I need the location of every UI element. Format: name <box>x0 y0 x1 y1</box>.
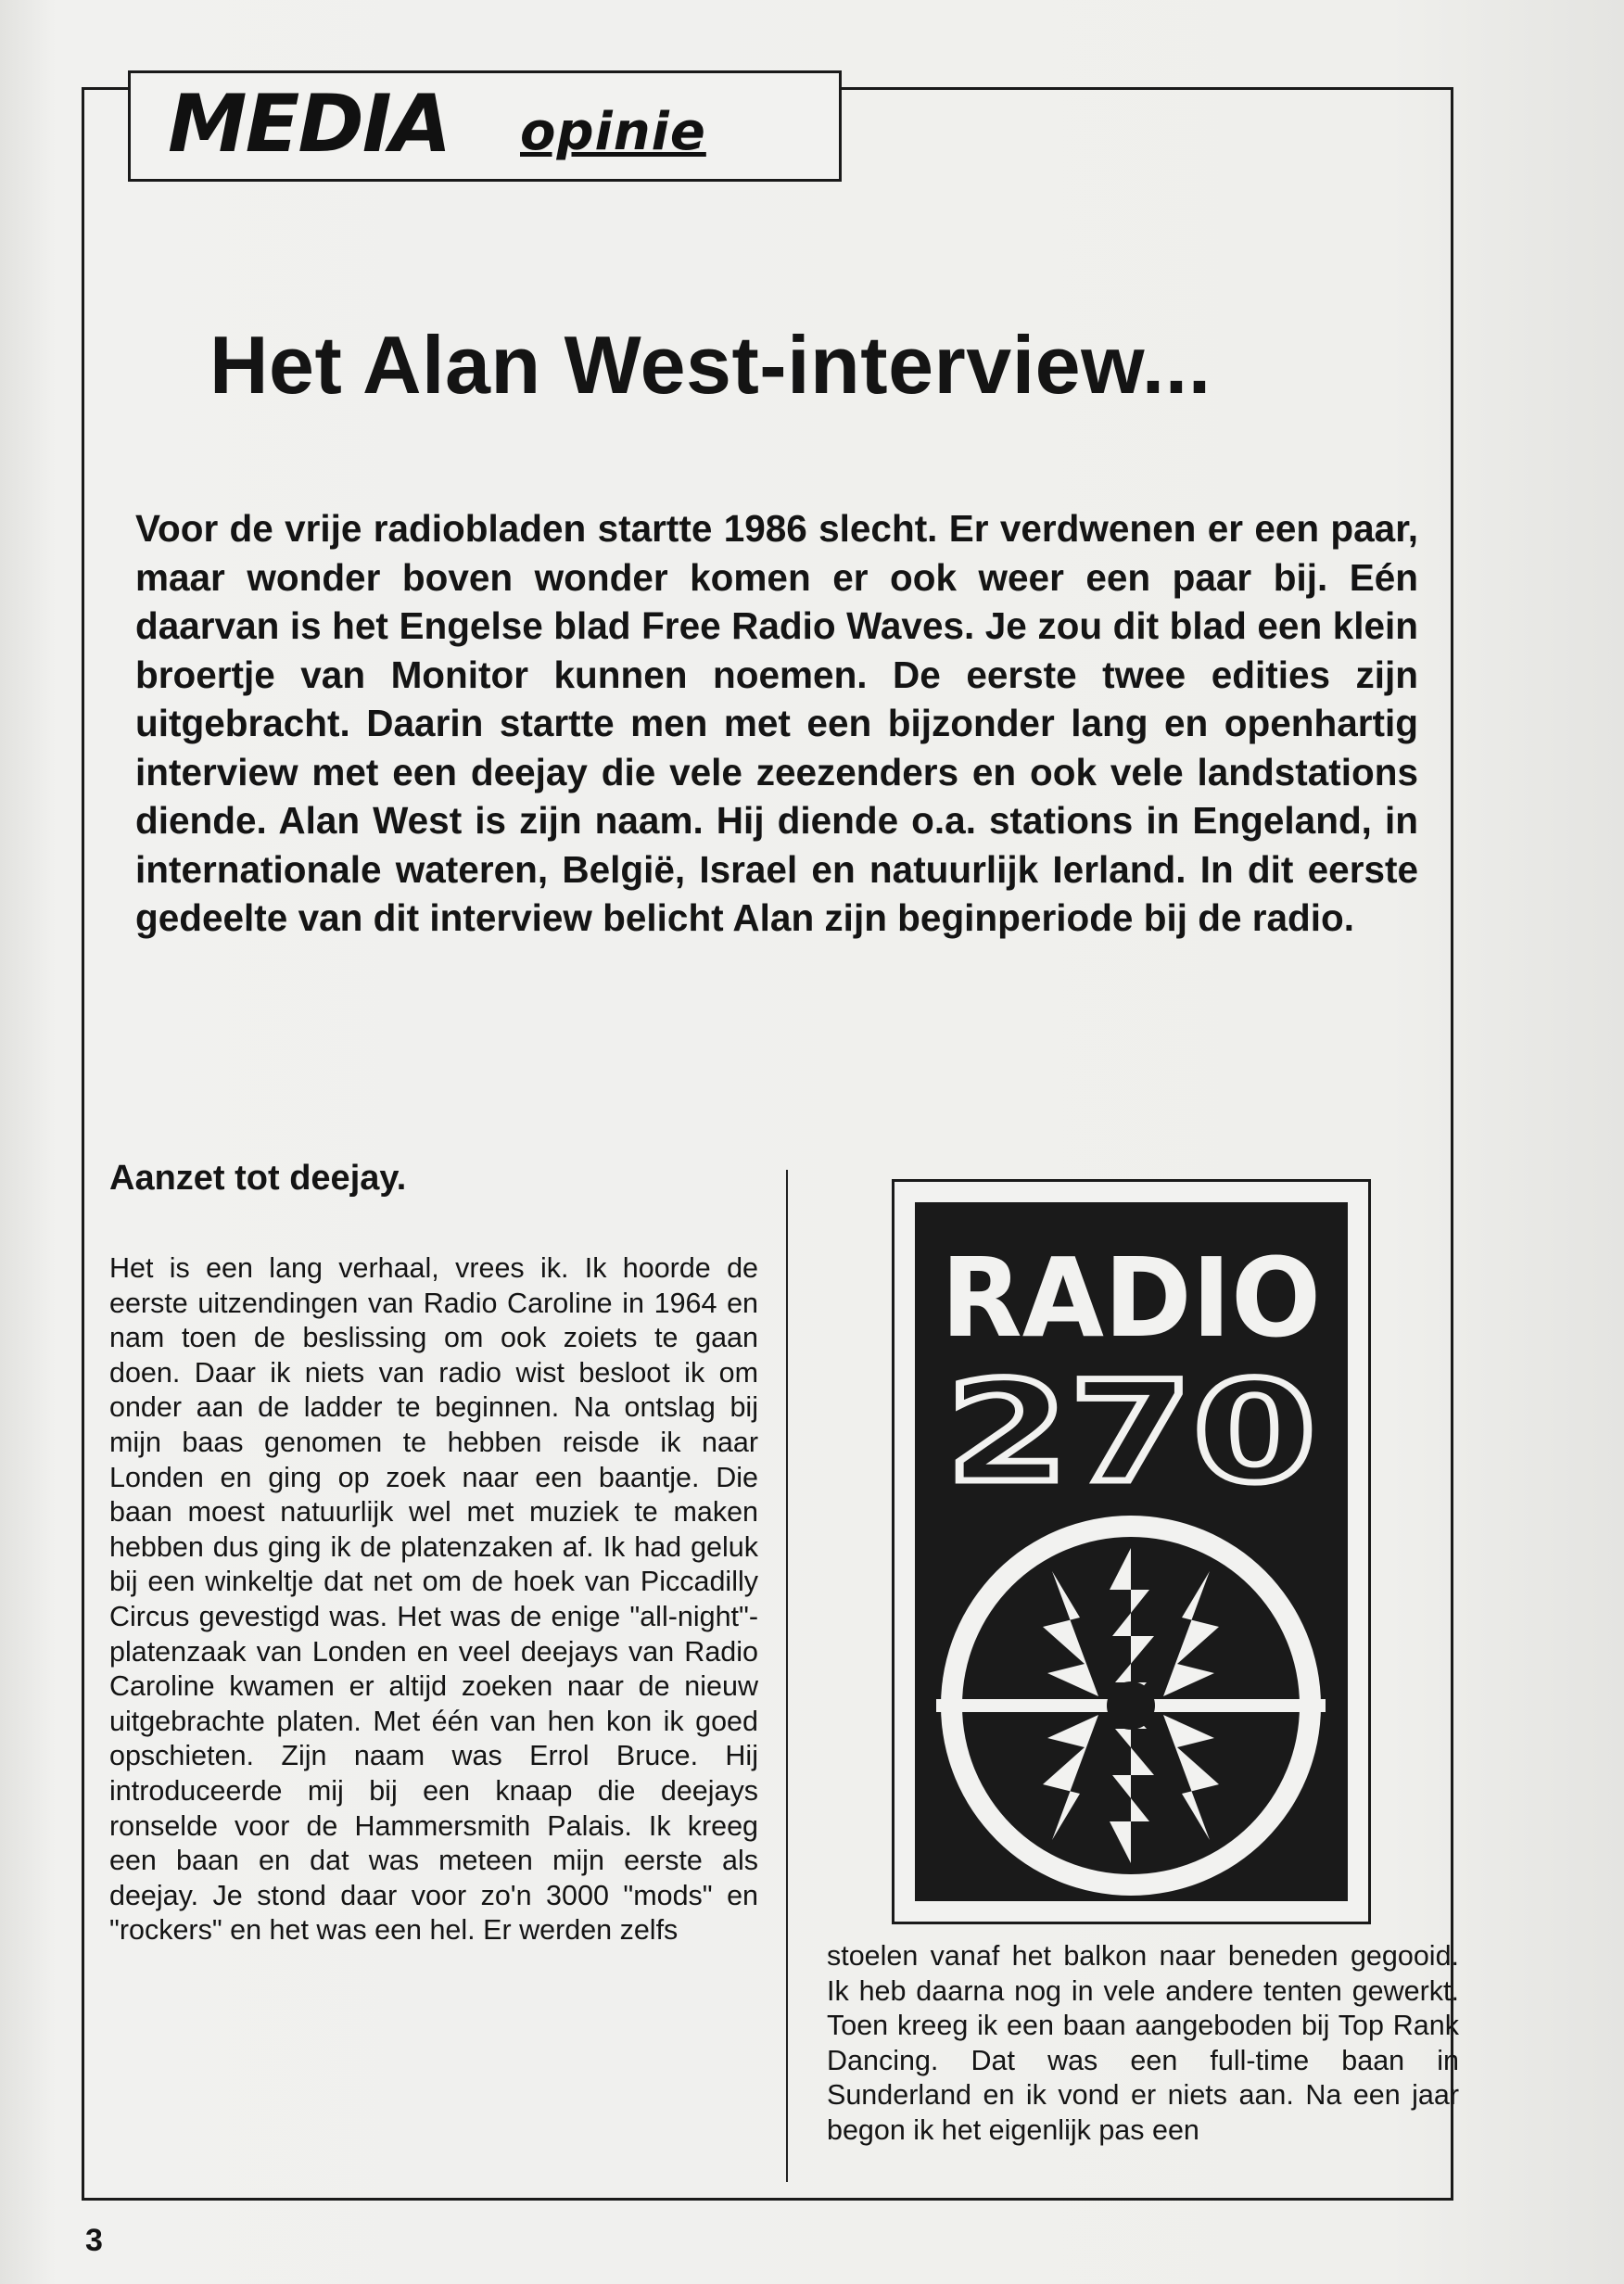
section-heading: Aanzet tot deejay. <box>109 1159 407 1198</box>
body-column-right: stoelen vanaf het balkon naar beneden gegooid. Ik heb daarna nog in vele andere tenten gewerkt. Toen kreeg ik een baan aangeboden bij Top Rank Dancing. Dat was een full-time baan in Sunderland en ik vond er niets aan. Na een jaar begon ik het eigenlijk pas een <box>827 1940 1459 2146</box>
article-intro: Voor de vrije radiobladen startte 1986 slecht. Er verdwenen er een paar, maar wonder boven wonder komen er ook weer een paar bij. Eén daarvan is het Engelse blad Free Radio Waves. Je zou dit blad een klein broertje van Monitor kunnen noemen. De eerste twee edities zijn uitgebracht. Daarin startte men met een bijzonder lang en openhartig interview met een deejay die vele zeezenders en ook vele landstations diende. Alan West is zijn naam. Hij diende o.a. stations in Engeland, in internationale wateren, België, Israel en natuurlijk Ierland. In dit eerste gedeelte van dit interview belicht Alan zijn beginperiode bij de radio. <box>135 507 1418 939</box>
body-column-left: Het is een lang verhaal, vrees ik. Ik hoorde de eerste uitzendingen van Radio Caroline in 1964 en nam toen de beslissing om ook zoiets te gaan doen. Daar ik niets van radio wist besloot ik om onder aan de ladder te beginnen. Na ontslag bij mijn baas genomen te hebben reisde ik naar Londen en ging op zoek naar een baantje. Die baan moest natuurlijk wel met muziek te maken hebben dus ging ik de platenzaken af. Ik had geluk bij een winkeltje dat net om de hoek van Piccadilly Circus gevestigd was. Het was de enige "all-night"-platenzaak van Londen en veel deejays van Radio Caroline kwamen er altijd zoeken naar de nieuw uitgebrachte platen. Met één van hen kon ik goed opschieten. Zijn naam was Errol Bruce. Hij introduceerde mij bij een knaap die deejays ronselde voor de Hammersmith Palais. Ik kreeg een baan en dat was meteen mijn eerste als deejay. Je stond daar voor zo'n 3000 "mods" en "rockers" en het was een hel. Er werden zelfs <box>109 1252 758 1947</box>
radio-270-logo-graphic <box>894 1182 1368 1922</box>
masthead-subtitle: opinie <box>520 102 706 162</box>
article-title: Het Alan West-interview... <box>209 319 1212 411</box>
logo-270-text: 270 <box>945 1352 1316 1514</box>
masthead <box>128 70 842 182</box>
column-divider <box>786 1170 788 2182</box>
logo-radio-text: RADIO <box>941 1234 1321 1362</box>
page-number: 3 <box>85 2223 103 2258</box>
radio-270-logo <box>892 1179 1371 1924</box>
masthead-media: MEDIA <box>168 78 450 171</box>
